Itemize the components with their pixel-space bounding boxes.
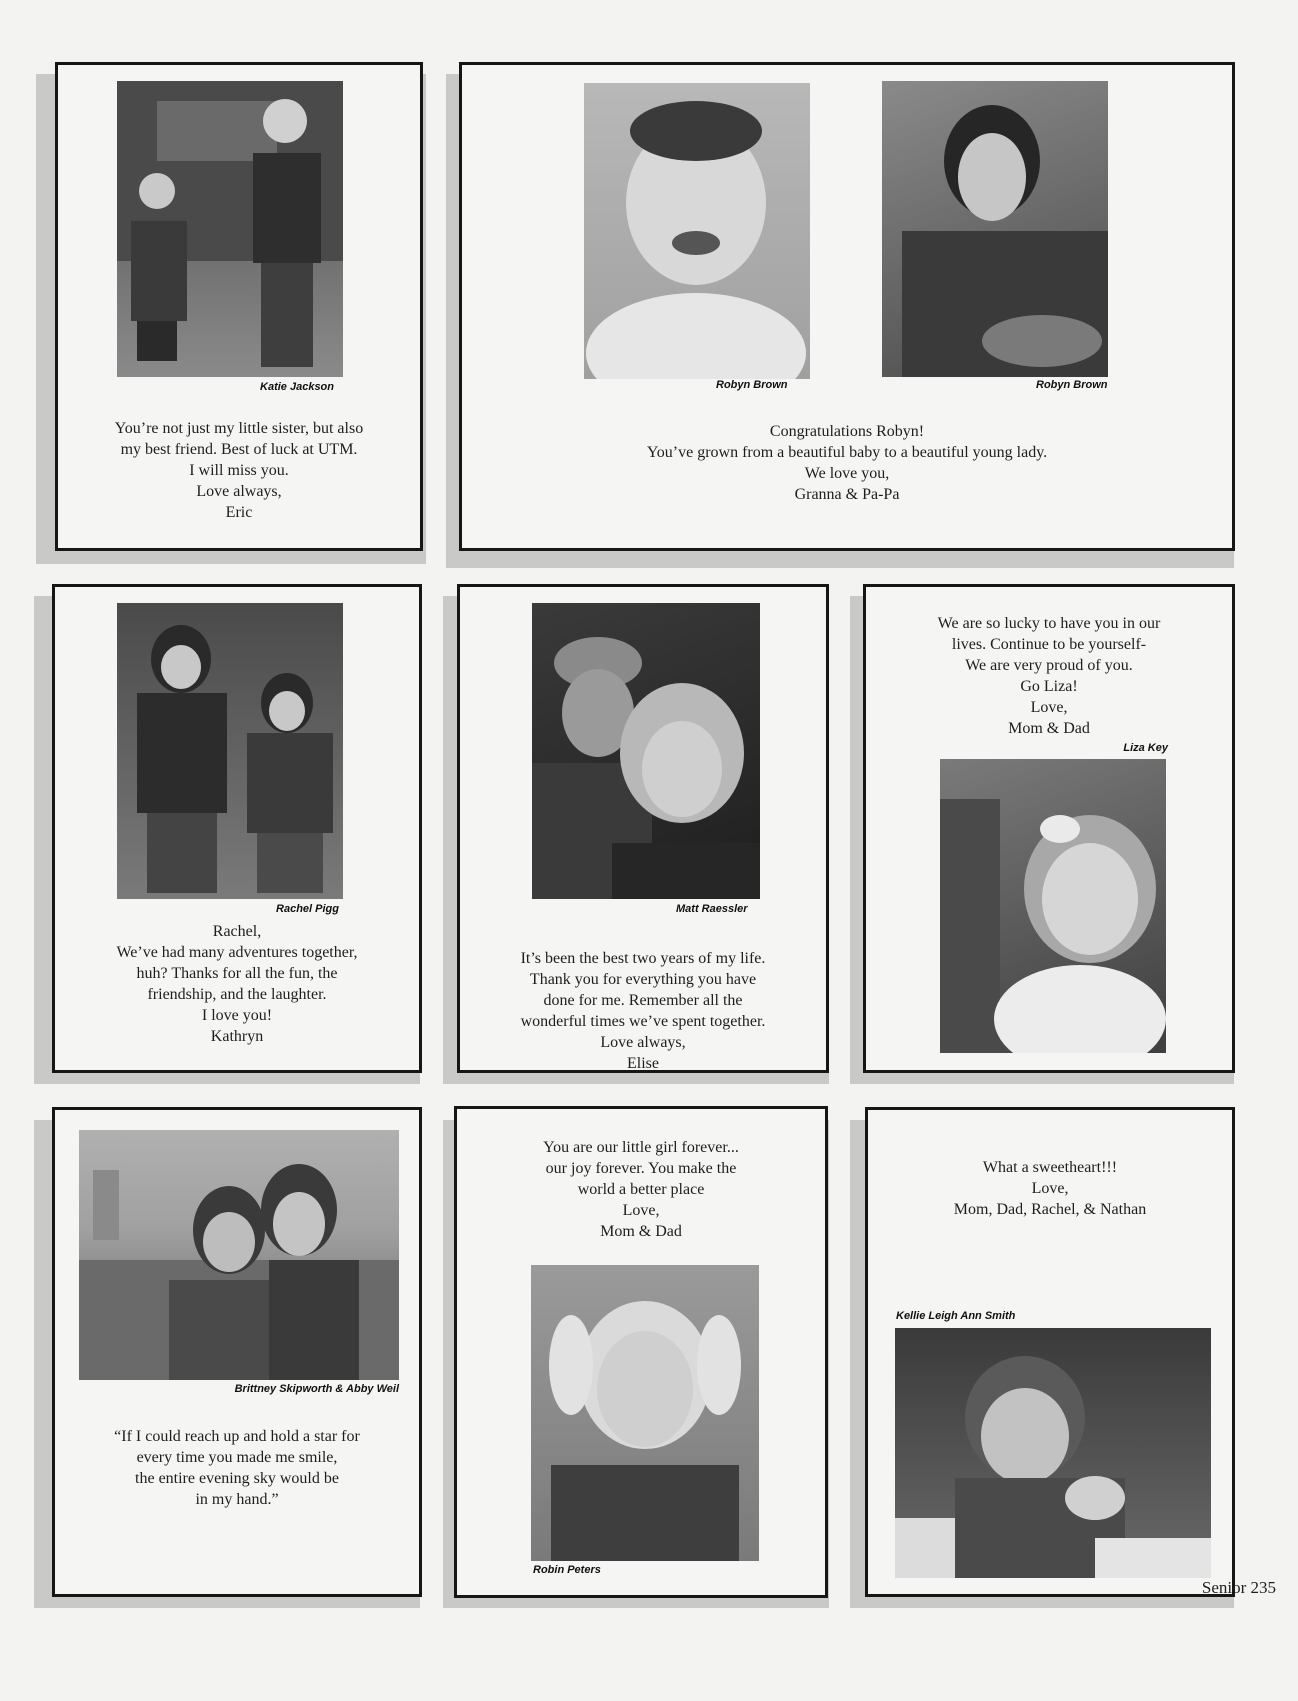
message-text: You are our little girl forever... our joy forever. You make the world a better place Love, Mom & Dad — [543, 1139, 739, 1240]
ad-panel-robin-peters — [454, 1106, 828, 1598]
photo-matt-raessler — [532, 603, 760, 899]
message-text: Congratulations Robyn! You’ve grown from a beautiful baby to a beautiful young lady. We love you, Granna & Pa-Pa — [646, 423, 1048, 503]
photo-caption: Robin Peters — [533, 1564, 601, 1576]
message-text: What a sweetheart!!! Love, Mom, Dad, Rachel, & Nathan — [953, 1159, 1147, 1218]
photo-caption: Matt Raessler — [676, 903, 748, 915]
photo-caption: Rachel Pigg — [276, 903, 339, 915]
ad-panel-robyn-brown — [459, 62, 1235, 551]
message-text: We are so lucky to have you in our lives. Continue to be yourself- We are very proud of you. Go Liza! Love, Mom & Dad — [937, 615, 1161, 737]
photo-kellie-leigh-ann-smith — [895, 1328, 1211, 1578]
ad-panel-rachel-pigg — [52, 584, 422, 1073]
photo-caption: Brittney Skipworth & Abby Weil — [234, 1383, 399, 1395]
photo-robyn-brown-baby — [584, 83, 810, 379]
page-number: Senior 235 — [1201, 1578, 1276, 1597]
photo-brittney-skipworth-abby-weil — [79, 1130, 399, 1380]
photo-caption: Katie Jackson — [260, 381, 334, 393]
ad-panel-kellie-smith — [865, 1107, 1235, 1597]
photo-caption: Robyn Brown — [716, 379, 788, 391]
message-text: “If I could reach up and hold a star for every time you made me smile, the entire evening sky would be in my hand.” — [114, 1428, 360, 1508]
photo-liza-key — [940, 759, 1166, 1053]
message-text: You’re not just my little sister, but also my best friend. Best of luck at UTM. I will miss you. Love always, Eric — [114, 420, 364, 521]
photo-caption: Robyn Brown — [1036, 379, 1108, 391]
photo-robyn-brown-senior — [882, 81, 1108, 377]
ad-panel-katie-jackson — [55, 62, 423, 551]
photo-rachel-pigg — [117, 603, 343, 899]
ad-panel-liza-key — [863, 584, 1235, 1073]
ad-panel-matt-raessler — [457, 584, 829, 1073]
photo-caption: Liza Key — [1123, 742, 1168, 754]
message-text: It’s been the best two years of my life. Thank you for everything you have done for me. Remember all the wonderful times we’ve spent together. Love always, Elise — [520, 950, 766, 1072]
message-text: Rachel, We’ve had many adventures together, huh? Thanks for all the fun, the friendship, and the laughter. I love you! Kathryn — [116, 923, 358, 1045]
photo-robin-peters — [531, 1265, 759, 1561]
photo-katie-jackson — [117, 81, 343, 377]
photo-caption: Kellie Leigh Ann Smith — [896, 1310, 1016, 1322]
ad-panel-brittney-abby — [52, 1107, 422, 1597]
